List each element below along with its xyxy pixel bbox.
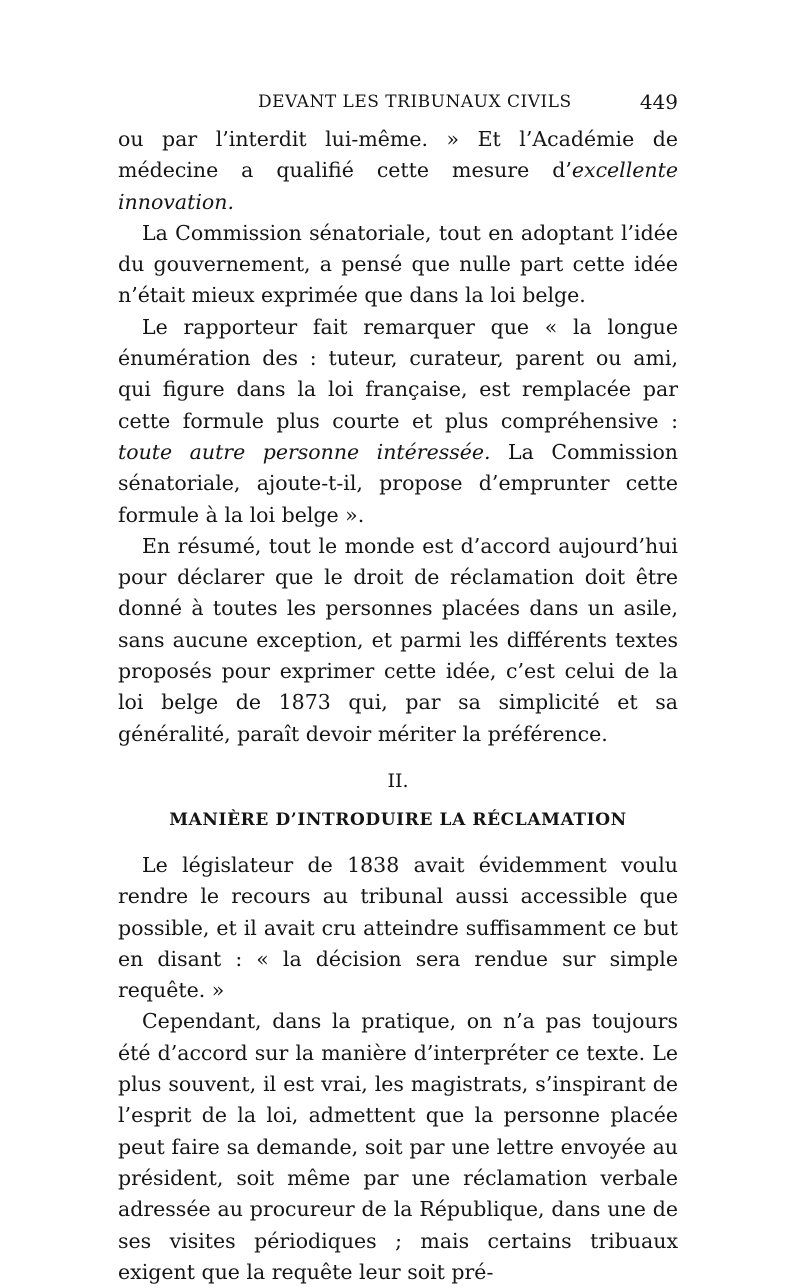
paragraph-4: En résumé, tout le monde est d’accord aujourd’hui pour déclarer que le droit de réclamation doit être donné à toutes les personnes placées dans un asile, sans aucune exception, et parmi les différents textes proposés pour exprimer cette idée, c’est celui de la loi belge de 1873 qui, par sa simplicité et sa généralité, paraît devoir mériter la préférence. <box>118 533 678 746</box>
section-number: II. <box>387 769 409 792</box>
paragraph-3-emphasis: toute autre personne intéressée. <box>118 439 491 464</box>
section-title: MANIÈRE D’INTRODUIRE LA RÉCLAMATION <box>169 809 627 830</box>
book-page <box>118 84 678 1288</box>
paragraph-1 <box>118 124 678 218</box>
paragraph-5: Le législateur de 1838 avait évidemment voulu rendre le recours au tribunal aussi accessible que possible, et il avait cru atteindre suffisamment ce but en disant : « la décision sera rendue sur simple requête. » <box>118 852 678 1003</box>
paragraph-2: La Commission sénatoriale, tout en adoptant l’idée du gouvernement, a pensé que nulle part cette idée n’était mieux exprimée que dans la loi belge. <box>118 220 678 308</box>
paragraph-3 <box>118 312 678 531</box>
paragraph-1-text: ou par l’interdit lui-même. » Et l’Académie de médecine a qualifié cette mesure d’ <box>118 127 678 183</box>
paragraph-6: Cependant, dans la pratique, on n’a pas toujours été d’accord sur la manière d’interpréter ce texte. Le plus souvent, il est vrai, les magistrats, s’inspirant de l’esprit de la loi, admettent que la personne placée peut faire sa demande, soit par une lettre envoyée au président, soit même par une réclamation verbale adressée au procureur de la République, dans une de ses visites périodiques ; mais certains tribuaux exigent que la requête leur soit pré- <box>118 1009 678 1284</box>
running-head <box>118 84 678 124</box>
paragraph-3-text-a: Le rapporteur fait remarquer que « la longue énumération des : tuteur, curateur, parent ou ami, qui figure dans la loi française, est remplacée par cette formule plus courte et plus compréhensive : <box>118 314 678 433</box>
running-title: DEVANT LES TRIBUNAUX CIVILS <box>258 92 572 112</box>
page-number: 449 <box>639 90 678 114</box>
paragraph-3-text-b: La Commission sénatoriale, ajoute-t-il, propose d’emprunter cette formule à la loi belge ». <box>118 439 678 527</box>
paragraph-1-emphasis: excellente innovation. <box>118 158 678 214</box>
